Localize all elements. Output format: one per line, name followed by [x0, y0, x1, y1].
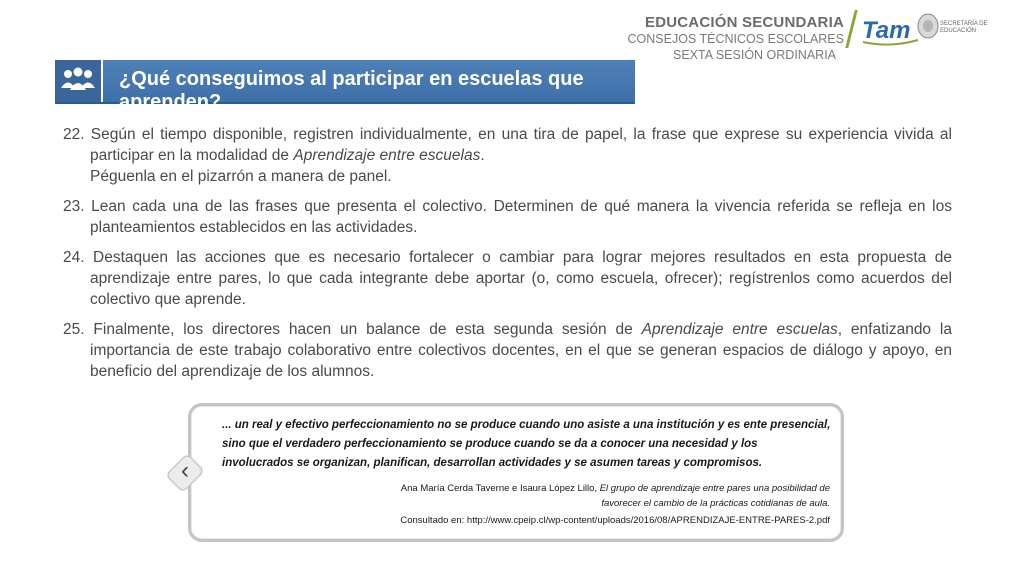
chevron-left-icon[interactable]: ‹ — [181, 457, 189, 484]
item-text: 24. Destaquen las acciones que es necesario fortalecer o cambiar para lograr mejores resultados en esta propuesta de aprendizaje entre pares, lo que cada integrante debe aportar (o, como escuela, ofrecer); regístrenlos como acuerdos del colectivo que aprende. — [63, 249, 952, 308]
activity-list — [63, 124, 952, 391]
quote-work: El grupo de aprendizaje entre pares una posibilidad de favorecer el cambio de la prácticas cotidianas de aula. — [599, 483, 830, 509]
quote-text: ... un real y efectivo perfeccionamiento no se produce cuando uno asiste a una institución y es ente presencial, sino que el verdadero perfeccionamiento se produce cuando se da a conocer una necesidad y los involucrados se organizan, planifican, desarrollan actividades y se asumen tareas y compromisos. — [222, 419, 831, 469]
header-session: SEXTA SESIÓN ORDINARIA — [673, 48, 837, 62]
item-text: 25. Finalmente, los directores hacen un balance de esta segunda sesión de — [63, 321, 642, 338]
item-emphasis: Aprendizaje entre escuelas — [293, 147, 481, 164]
item-text: 23. Lean cada una de las frases que presenta el colectivo. Determinen de qué manera la vivencia referida se refleja en los planteamientos establecidos en las actividades. — [63, 198, 952, 236]
seal-icon — [917, 12, 939, 40]
title-icon-box — [55, 60, 103, 102]
page-title: ¿Qué conseguimos al participar en escuelas que aprenden? — [119, 68, 584, 113]
svg-text:Tam: Tam — [862, 17, 911, 44]
header-subtitle: CONSEJOS TÉCNICOS ESCOLARES — [627, 32, 844, 46]
list-item — [63, 196, 952, 238]
header-titles — [628, 14, 845, 46]
list-item — [63, 124, 952, 187]
quote-attribution — [400, 481, 830, 511]
quote-author: Ana María Cerda Taverne e Isaura López Lillo, — [400, 483, 600, 494]
header-main-title: EDUCACIÓN SECUNDARIA — [644, 14, 844, 31]
item-emphasis: Aprendizaje entre escuelas — [641, 321, 838, 338]
item-text: 22. Según el tiempo disponible, registren individualmente, en una tira de papel, la frase que exprese su experiencia vivida al participar en la modalidad de — [63, 126, 952, 164]
tam-logo — [860, 12, 922, 48]
quote-source: Consultado en: http://www.cpeip.cl/wp-content/uploads/2016/08/APRENDIZAJE-ENTRE-PARES-2.pdf — [400, 515, 830, 526]
header-divider — [845, 10, 857, 48]
list-item — [63, 319, 952, 382]
list-item — [63, 247, 952, 310]
item-text-end: , enfatizando la importancia de este trabajo colaborativo entre colectivos docentes, en el que se generan espacios de diálogo y apoyo, en beneficio del aprendizaje de los alumnos. — [90, 321, 952, 380]
seal-text: SECRETARÍA DE EDUCACIÓN — [940, 21, 988, 34]
section-title-bar — [55, 60, 635, 113]
group-people-icon — [58, 66, 98, 96]
item-extra-line: Péguenla en el pizarrón a manera de panel. — [90, 168, 392, 185]
item-text-end: . — [480, 147, 485, 164]
